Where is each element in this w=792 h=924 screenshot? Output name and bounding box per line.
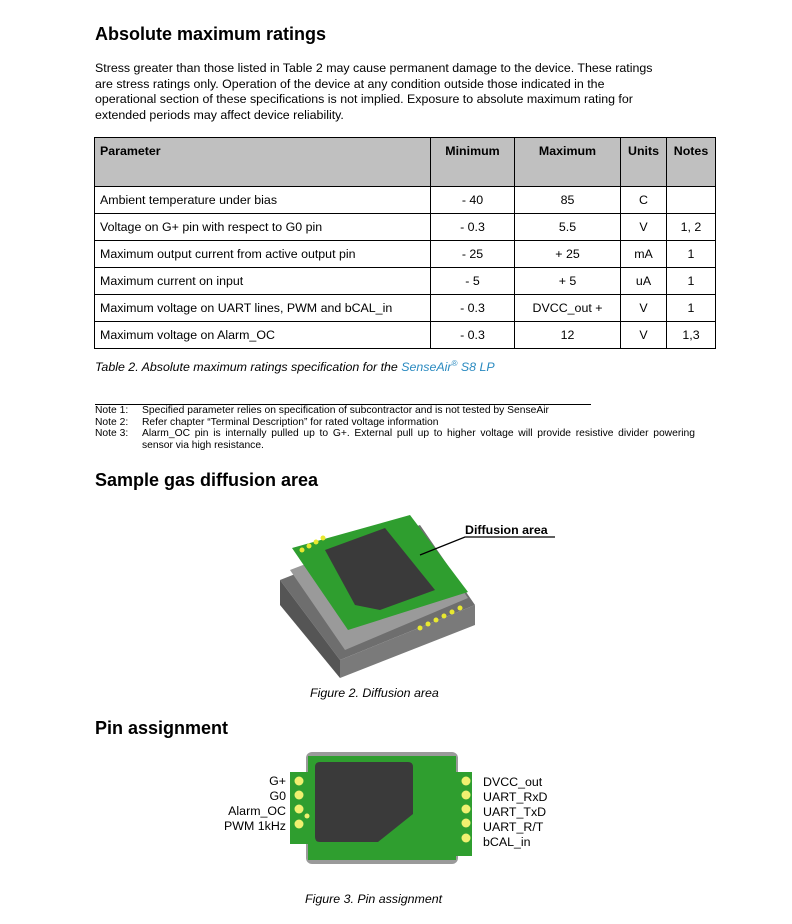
table-cell: + 25 [515, 241, 621, 268]
note-1: Note 1: Specified parameter relies on specification of subcontractor and is not tested by SenseAir [95, 405, 549, 416]
caption-brand: SenseAir® S8 LP [401, 359, 495, 375]
table-cell: Maximum output current from active output pin [95, 241, 431, 268]
table-cell: DVCC_out + [515, 295, 621, 322]
table-cell: V [621, 214, 667, 241]
right-pin-labels [483, 775, 548, 850]
pin-label: G+ [269, 774, 286, 788]
table-cell: 12 [515, 322, 621, 349]
section-title-diffusion: Sample gas diffusion area [95, 470, 319, 490]
table-caption [95, 359, 495, 374]
pin-assignment-figure [290, 752, 475, 867]
table-cell: uA [621, 268, 667, 295]
intro-paragraph: Stress greater than those listed in Table 2 may cause permanent damage to the device. These ratings are stress ratings only. Operation of the device at any condition outside those indicated in the operational section of these specifications is not implied. Exposure to absolute maximum rating for extended periods may affect device reliability. [95, 61, 653, 122]
table-cell: Maximum voltage on UART lines, PWM and bCAL_in [95, 295, 431, 322]
table-row [95, 295, 716, 322]
table-cell: V [621, 322, 667, 349]
note-2: Note 2: Refer chapter “Terminal Description” for rated voltage information [95, 416, 439, 428]
diffusion-area-label: Diffusion area [465, 523, 548, 537]
figure-2-caption: Figure 2. Diffusion area [310, 686, 439, 700]
header-parameter: Parameter [95, 138, 431, 187]
table-cell: 1 [667, 295, 716, 322]
pin-label: DVCC_out [483, 775, 543, 789]
table-cell: Ambient temperature under bias [95, 187, 431, 214]
table-cell: 1 [667, 268, 716, 295]
pin-label: UART_TxD [483, 805, 547, 819]
table-cell: Maximum voltage on Alarm_OC [95, 322, 431, 349]
table-row [95, 322, 716, 349]
figure-3-caption: Figure 3. Pin assignment [305, 892, 443, 906]
table-cell: 1,3 [667, 322, 716, 349]
table-cell: - 0.3 [431, 322, 515, 349]
table-cell: - 0.3 [431, 295, 515, 322]
ratings-table [94, 137, 716, 349]
section-title-ratings: Absolute maximum ratings [95, 24, 327, 44]
section-title-pins: Pin assignment [95, 718, 229, 738]
pin-label: PWM 1kHz [224, 819, 286, 833]
table-cell [667, 187, 716, 214]
table-cell: Maximum current on input [95, 268, 431, 295]
header-notes: Notes [667, 138, 716, 187]
caption-text: Table 2. Absolute maximum ratings specification for the [95, 360, 402, 375]
table-row [95, 187, 716, 214]
table-cell: 1 [667, 241, 716, 268]
header-units: Units [621, 138, 667, 187]
table-header-row [95, 138, 716, 187]
table-cell: - 5 [431, 268, 515, 295]
table-row [95, 214, 716, 241]
table-cell: V [621, 295, 667, 322]
pin-label: UART_R/T [483, 820, 544, 834]
left-pin-labels [224, 774, 286, 834]
table-cell: C [621, 187, 667, 214]
table-cell: - 40 [431, 187, 515, 214]
note-3: Note 3: Alarm_OC pin is internally pulled up to G+. External pull up to higher voltage will provide resistive divider powering sensor via high resistance. [95, 428, 695, 451]
footnotes [95, 405, 695, 451]
table-cell: 85 [515, 187, 621, 214]
pin-label: G0 [269, 789, 286, 803]
header-minimum: Minimum [431, 138, 515, 187]
header-maximum: Maximum [515, 138, 621, 187]
table-cell: + 5 [515, 268, 621, 295]
pin-label: bCAL_in [483, 835, 531, 849]
table-cell: 5.5 [515, 214, 621, 241]
table-cell: - 25 [431, 241, 515, 268]
table-cell: - 0.3 [431, 214, 515, 241]
table-cell: Voltage on G+ pin with respect to G0 pin [95, 214, 431, 241]
table-cell: mA [621, 241, 667, 268]
table-cell: 1, 2 [667, 214, 716, 241]
table-row [95, 241, 716, 268]
pin-label: Alarm_OC [228, 804, 286, 818]
table-row [95, 268, 716, 295]
pin-label: UART_RxD [483, 790, 548, 804]
